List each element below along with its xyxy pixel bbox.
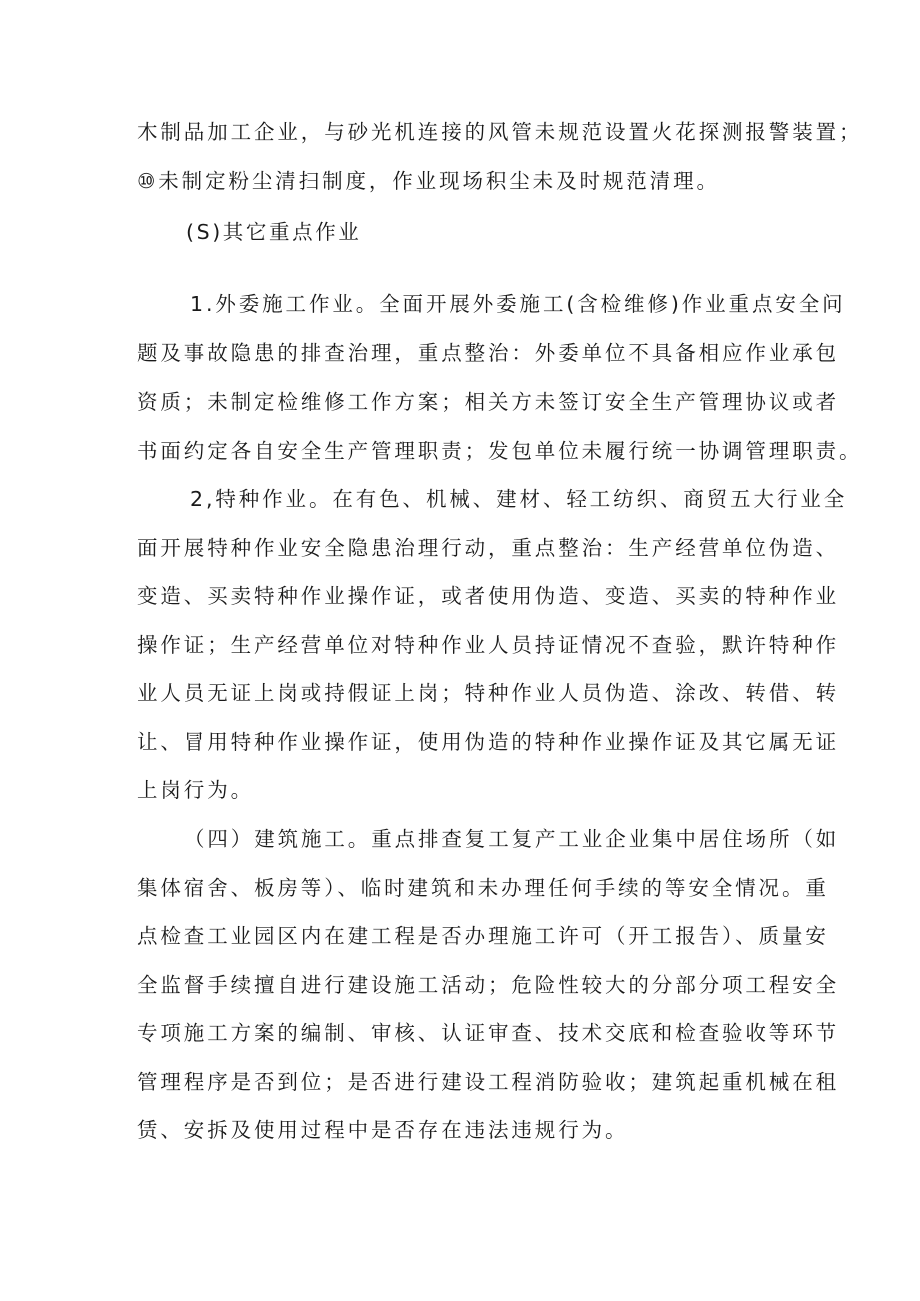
text-line: 变造、买卖特种作业操作证，或者使用伪造、变造、买卖的特种作业 (137, 584, 839, 608)
text-line: （四）建筑施工。重点排查复工复产工业企业集中居住场所（如 (184, 827, 840, 851)
text-line: 全监督手续擅自进行建设施工活动；危险性较大的分部分项工程安全 (137, 973, 839, 997)
text-line: 业人员无证上岗或持假证上岗；特种作业人员伪造、涂改、转借、转 (137, 681, 839, 705)
text-line: ⑩未制定粉尘清扫制度，作业现场积尘未及时规范清理。 (137, 169, 720, 193)
text-line: 让、冒用特种作业操作证，使用伪造的特种作业操作证及其它属无证 (137, 730, 839, 754)
text-line: 面开展特种作业安全隐患治理行动，重点整治：生产经营单位伪造、 (137, 536, 839, 560)
text-line: 题及事故隐患的排查治理，重点整治：外委单位不具备相应作业承包 (137, 341, 839, 365)
section-heading: (S)其它重点作业 (186, 220, 362, 244)
text-line: 书面约定各自安全生产管理职责；发包单位未履行统一协调管理职责。 (137, 439, 863, 463)
text-line: 2,特种作业。在有色、机械、建材、轻工纺织、商贸五大行业全 (190, 487, 848, 511)
text-line: 赁、安拆及使用过程中是否存在违法违规行为。 (137, 1118, 629, 1142)
text-line: 管理程序是否到位；是否进行建设工程消防验收；建筑起重机械在租 (137, 1070, 839, 1094)
text-line: 专项施工方案的编制、审核、认证审查、技术交底和检查验收等环节 (137, 1021, 839, 1045)
text-line: 木制品加工企业，与砂光机连接的风管未规范设置火花探测报警装置； (137, 120, 863, 144)
text-line: 上岗行为。 (137, 778, 254, 802)
text-line: 资质；未制定检维修工作方案；相关方未签订安全生产管理协议或者 (137, 390, 839, 414)
text-line: 点检查工业园区内在建工程是否办理施工许可（开工报告）、质量安 (137, 924, 829, 948)
text-line: 操作证；生产经营单位对特种作业人员持证情况不查验，默许特种作 (137, 633, 839, 657)
text-line: 1.外委施工作业。全面开展外委施工(含检维修)作业重点安全问 (190, 292, 846, 316)
text-line: 集体宿舍、板房等）、临时建筑和未办理任何手续的等安全情况。重 (137, 876, 829, 900)
